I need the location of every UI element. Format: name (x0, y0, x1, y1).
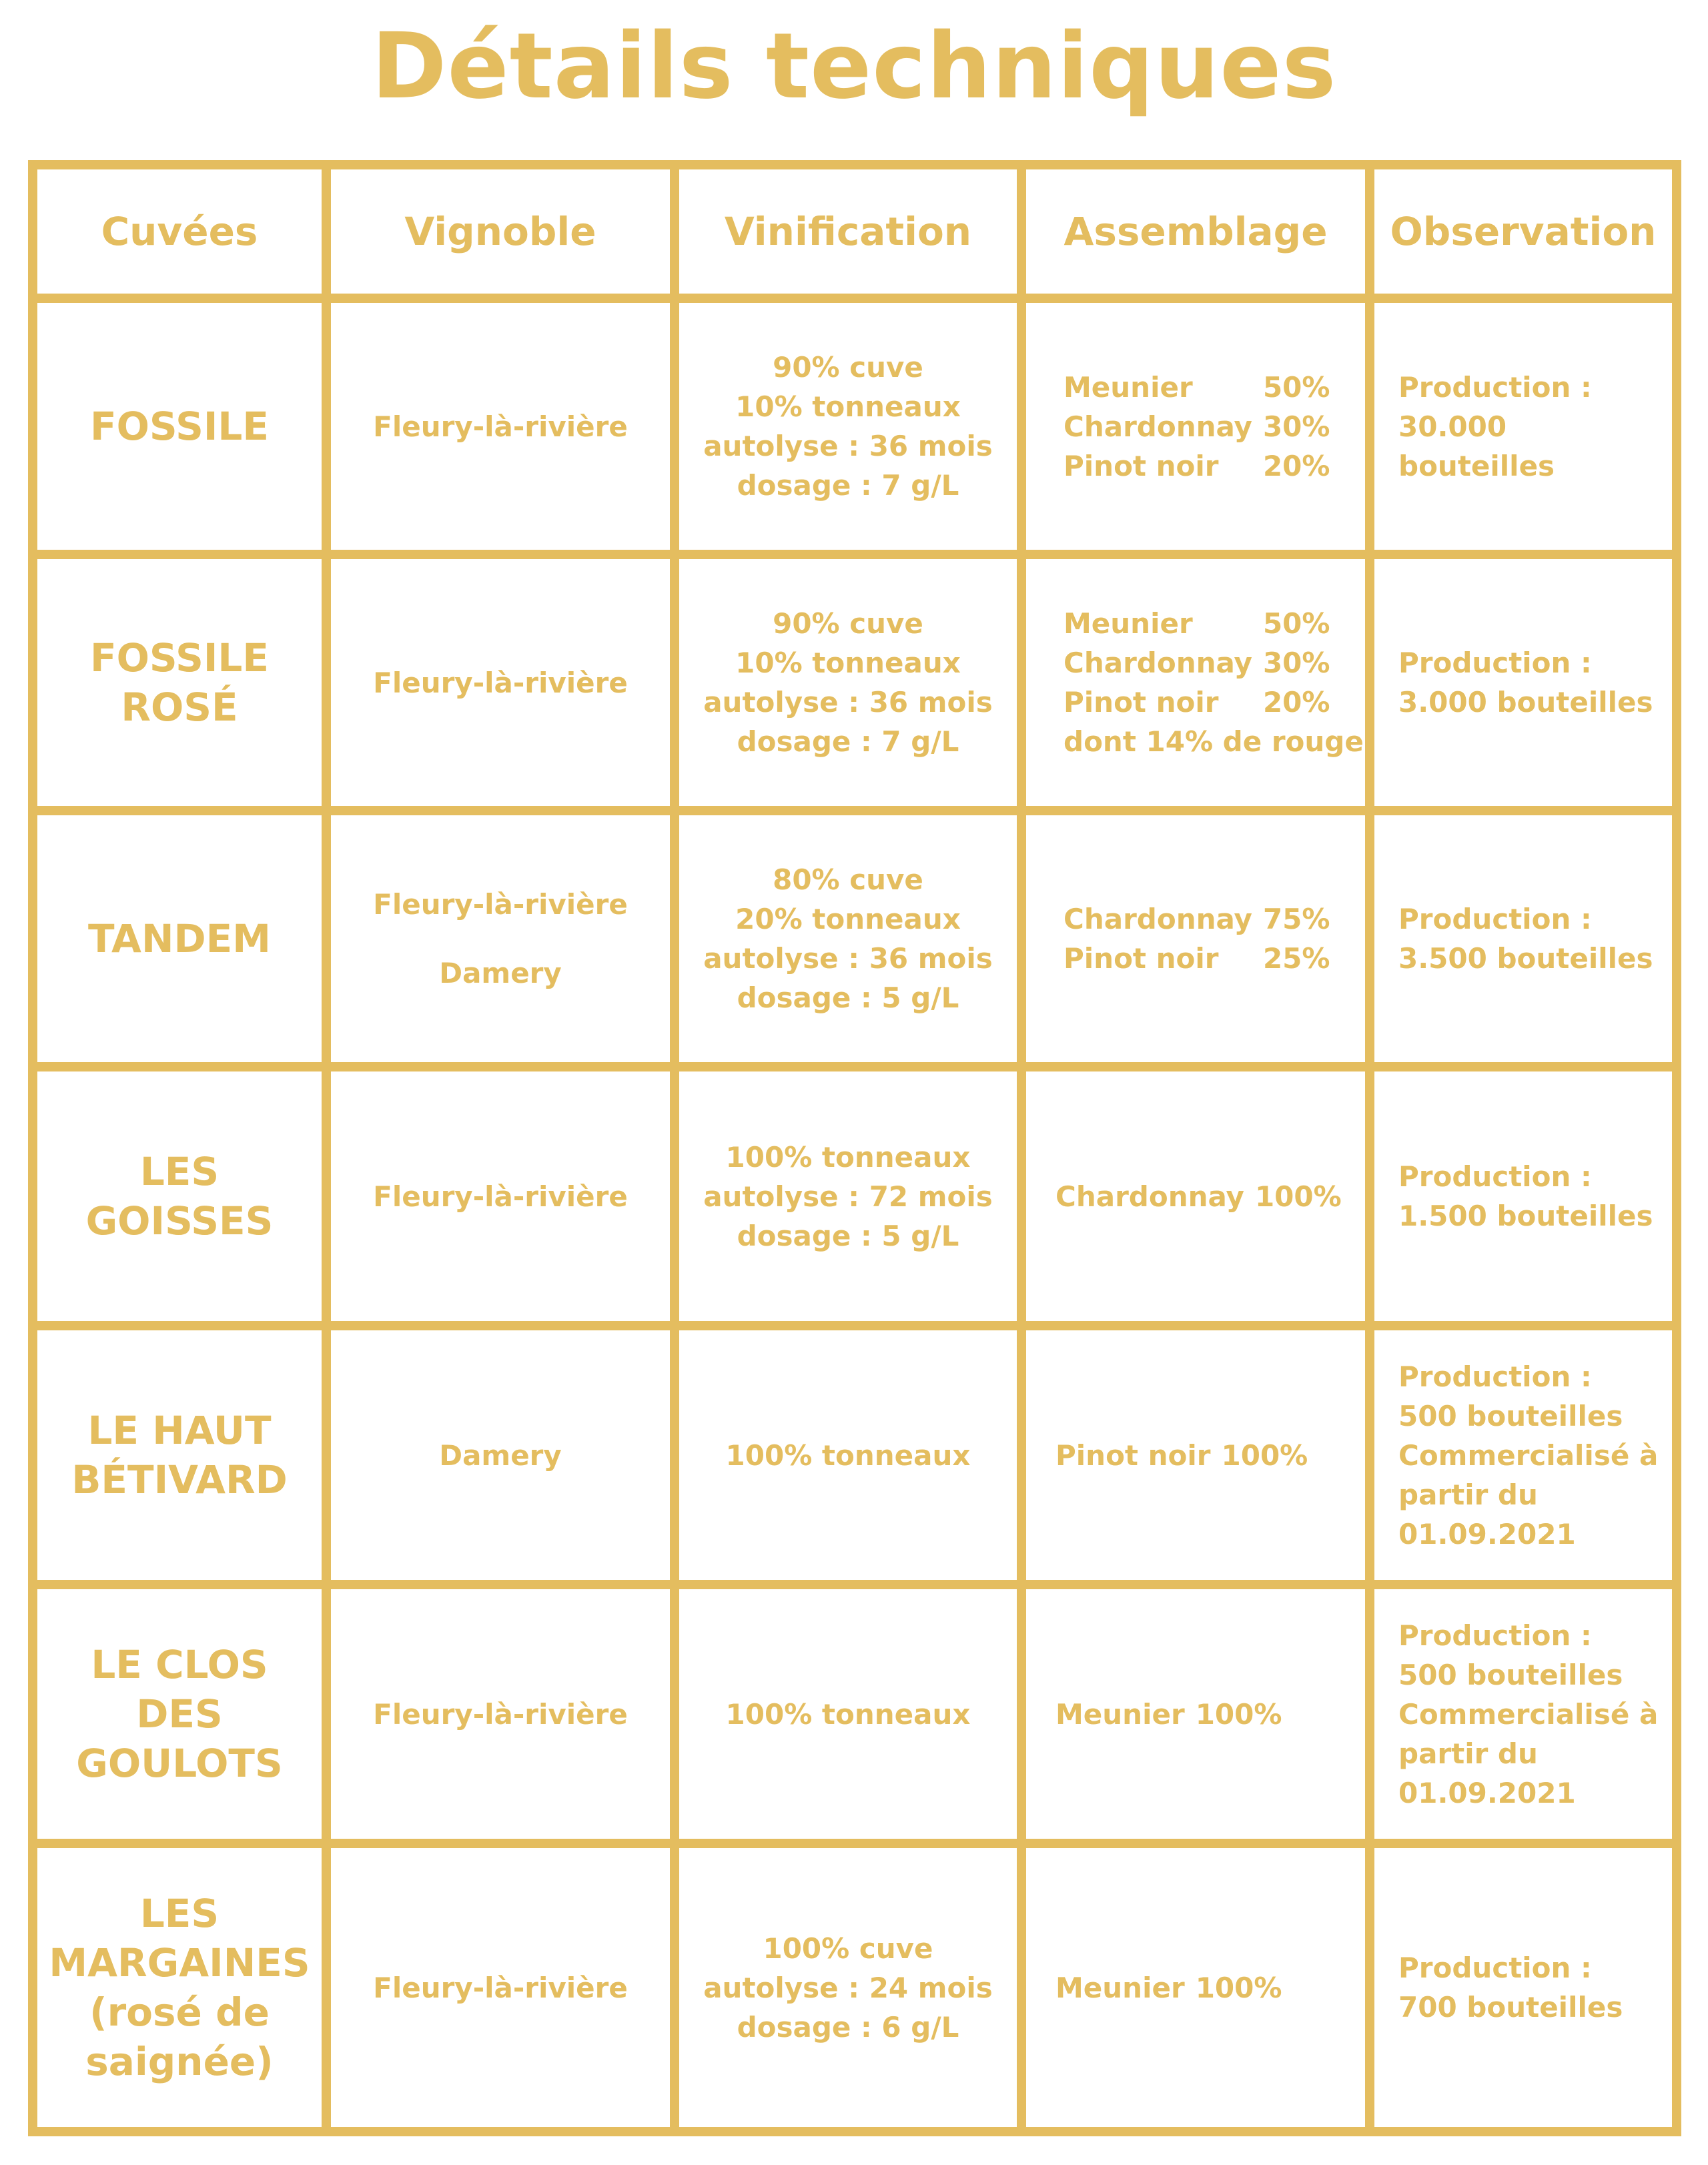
vinification-line: autolyse : 36 mois (703, 686, 993, 719)
vignoble-line: Fleury-là-rivière (373, 1180, 628, 1213)
cuvee-name-cell (37, 1589, 322, 1839)
assemblage-row (1063, 643, 1330, 683)
assemblage-row (1063, 939, 1330, 978)
assemblage-list (1063, 368, 1330, 486)
assemblage-cell (1026, 1071, 1365, 1321)
cuvee-name-cell (37, 559, 322, 806)
grape-percentage: 50% (1262, 370, 1330, 404)
assemblage-row (1055, 1968, 1282, 2008)
row-divider (28, 160, 1681, 169)
assemblage-row (1063, 407, 1330, 446)
vignoble-line: Fleury-là-rivière (373, 1971, 628, 2004)
assemblage-row (1055, 1695, 1282, 1734)
observation-line: 3.500 bouteilles (1398, 942, 1653, 975)
observation-line: Production : (1398, 903, 1592, 935)
assemblage-row (1063, 368, 1330, 407)
observation-line: Production : (1398, 1952, 1592, 1984)
vinification-line: dosage : 7 g/L (737, 725, 959, 758)
vinification-line: 100% cuve (763, 1931, 933, 1965)
assemblage-cell (1026, 1330, 1365, 1580)
observation-line: 500 bouteilles (1398, 1658, 1623, 1691)
cuvee-name-line: FOSSILE (89, 404, 270, 449)
cuvee-name-line: BÉTIVARD (71, 1457, 288, 1502)
observation-cell (1374, 1848, 1672, 2127)
vignoble-line: Fleury-là-rivière (373, 410, 628, 443)
grape-variety: Meunier (1063, 607, 1193, 640)
cuvee-name-cell (37, 1330, 322, 1580)
observation-cell (1374, 1589, 1672, 1839)
cuvee-name-line: (rosé de (89, 1990, 270, 2035)
vinification-line: dosage : 5 g/L (737, 1219, 959, 1252)
grape-variety: Pinot noir (1063, 942, 1219, 975)
observation-line: Production : (1398, 1360, 1592, 1393)
grape-variety: Chardonnay (1055, 1180, 1244, 1213)
observation-line: 1.500 bouteilles (1398, 1200, 1653, 1232)
column-header-observation: Observation (1390, 209, 1657, 254)
grape-percentage: 100% (1254, 1180, 1342, 1213)
grape-variety: Pinot noir (1055, 1438, 1211, 1472)
cuvee-name-line: FOSSILE (89, 635, 270, 681)
column-header-vignoble: Vignoble (404, 209, 596, 254)
observation-line: 500 bouteilles (1398, 1399, 1623, 1432)
row-divider (28, 550, 1681, 559)
assemblage-row (1063, 683, 1330, 722)
grape-percentage: 20% (1262, 686, 1330, 719)
vignoble-cell (331, 1071, 670, 1321)
observation-line: partir du 01.09.2021 (1398, 1478, 1576, 1551)
vinification-line: 100% tonneaux (725, 1438, 971, 1472)
cuvee-name-cell (37, 1071, 322, 1321)
vignoble-cell (331, 303, 670, 550)
vinification-cell (679, 559, 1017, 806)
vinification-line: 100% tonneaux (725, 1140, 971, 1174)
observation-line: 700 bouteilles (1398, 1991, 1623, 2024)
observation-cell (1374, 1330, 1672, 1580)
cuvee-name-line: LES GOISSES (85, 1149, 274, 1244)
vinification-line: 10% tonneaux (735, 390, 961, 423)
observation-line: Commercialisé à (1398, 1697, 1659, 1731)
grape-variety: Pinot noir (1063, 449, 1219, 482)
assemblage-list (1055, 1695, 1282, 1734)
vignoble-line: Fleury-là-rivière (373, 888, 628, 921)
grape-variety: Chardonnay (1063, 646, 1252, 679)
observation-line: 30.000 bouteilles (1398, 410, 1555, 482)
observation-line: Commercialisé à (1398, 1438, 1659, 1472)
cuvee-name-line: LE CLOS (91, 1642, 268, 1687)
assemblage-cell (1026, 815, 1365, 1062)
assemblage-list (1055, 1968, 1282, 2008)
vinification-line: 90% cuve (773, 607, 923, 640)
assemblage-row (1063, 446, 1330, 486)
vinification-line: dosage : 5 g/L (737, 981, 959, 1014)
assemblage-row (1055, 1177, 1342, 1216)
grape-percentage: 100% (1195, 1697, 1282, 1731)
row-divider (28, 1321, 1681, 1330)
vinification-line: 100% tonneaux (725, 1697, 971, 1731)
grape-variety: Meunier (1055, 1697, 1185, 1731)
vignoble-line: Fleury-là-rivière (373, 666, 628, 699)
grape-percentage: 25% (1262, 942, 1330, 975)
vinification-cell (679, 1330, 1017, 1580)
vignoble-cell (331, 815, 670, 1062)
assemblage-list (1055, 1436, 1308, 1475)
observation-cell (1374, 559, 1672, 806)
vinification-line: 20% tonneaux (735, 903, 961, 935)
vignoble-line: Fleury-là-rivière (373, 1697, 628, 1731)
vignoble-cell (331, 1589, 670, 1839)
row-divider (28, 2127, 1681, 2136)
vignoble-line: Damery (439, 957, 562, 989)
cuvee-name-line: LE HAUT (87, 1408, 272, 1453)
vinification-line: 10% tonneaux (735, 646, 961, 679)
observation-cell (1374, 1071, 1672, 1321)
grape-percentage: 100% (1221, 1438, 1308, 1472)
grape-variety: Chardonnay (1063, 903, 1252, 935)
vinification-line: dosage : 6 g/L (737, 2010, 959, 2044)
row-divider (28, 1580, 1681, 1589)
grape-percentage: 30% (1262, 410, 1330, 443)
vinification-line: dosage : 7 g/L (737, 469, 959, 502)
assemblage-list (1063, 604, 1330, 722)
vinification-cell (679, 1848, 1017, 2127)
column-header-assemblage: Assemblage (1063, 209, 1328, 254)
grape-percentage: 20% (1262, 449, 1330, 482)
grape-percentage: 30% (1262, 646, 1330, 679)
row-divider (28, 1839, 1681, 1848)
assemblage-row (1063, 899, 1330, 939)
vignoble-cell (331, 559, 670, 806)
cuvee-name-cell (37, 1848, 322, 2127)
observation-cell (1374, 303, 1672, 550)
assemblage-list (1055, 1177, 1342, 1216)
cuvee-name-line: saignée) (85, 2039, 274, 2084)
assemblage-cell (1026, 559, 1365, 806)
vinification-cell (679, 815, 1017, 1062)
vinification-cell (679, 1589, 1017, 1839)
assemblage-list (1063, 899, 1330, 978)
vinification-line: autolyse : 72 mois (703, 1180, 993, 1213)
cuvee-name-cell (37, 303, 322, 550)
cuvee-name-line: TANDEM (88, 916, 271, 961)
grape-variety: Chardonnay (1063, 410, 1252, 443)
vinification-cell (679, 303, 1017, 550)
row-divider (28, 294, 1681, 303)
vinification-line: autolyse : 36 mois (703, 942, 993, 975)
grape-variety: Meunier (1063, 370, 1193, 404)
vinification-cell (679, 1071, 1017, 1321)
observation-line: Production : (1398, 370, 1592, 404)
observation-line: Production : (1398, 646, 1592, 679)
assemblage-cell (1026, 1589, 1365, 1839)
observation-line: partir du 01.09.2021 (1398, 1737, 1576, 1809)
assemblage-row (1055, 1436, 1308, 1475)
assemblage-row (1063, 604, 1330, 643)
grape-percentage: 75% (1262, 903, 1330, 935)
assemblage-note: dont 14% de rouge (1063, 725, 1364, 758)
grape-percentage: 100% (1195, 1971, 1282, 2004)
vignoble-cell (331, 1848, 670, 2127)
cuvee-name-line: LES (139, 1891, 220, 1936)
column-header-vinification: Vinification (724, 209, 972, 254)
cuvee-name-line: DES GOULOTS (76, 1691, 283, 1786)
cuvee-name-cell (37, 815, 322, 1062)
cuvee-name-line: MARGAINES (49, 1940, 310, 1986)
assemblage-cell (1026, 303, 1365, 550)
vignoble-line: Damery (439, 1438, 562, 1472)
technical-details-table (28, 160, 1681, 2136)
observation-cell (1374, 815, 1672, 1062)
observation-line: Production : (1398, 1619, 1592, 1652)
vinification-line: autolyse : 24 mois (703, 1971, 993, 2004)
column-header-cuvee: Cuvées (101, 209, 258, 254)
row-divider (28, 806, 1681, 815)
observation-line: 3.000 bouteilles (1398, 686, 1653, 719)
page-title: Détails techniques (371, 14, 1337, 119)
vinification-line: 90% cuve (773, 351, 923, 384)
vinification-line: autolyse : 36 mois (703, 430, 993, 462)
cuvee-name-line: ROSÉ (121, 685, 238, 730)
observation-line: Production : (1398, 1160, 1592, 1193)
assemblage-cell (1026, 1848, 1365, 2127)
vignoble-cell (331, 1330, 670, 1580)
vinification-line: 80% cuve (773, 863, 923, 896)
grape-variety: Meunier (1055, 1971, 1185, 2004)
grape-percentage: 50% (1262, 607, 1330, 640)
row-divider (28, 1062, 1681, 1071)
grape-variety: Pinot noir (1063, 686, 1219, 719)
